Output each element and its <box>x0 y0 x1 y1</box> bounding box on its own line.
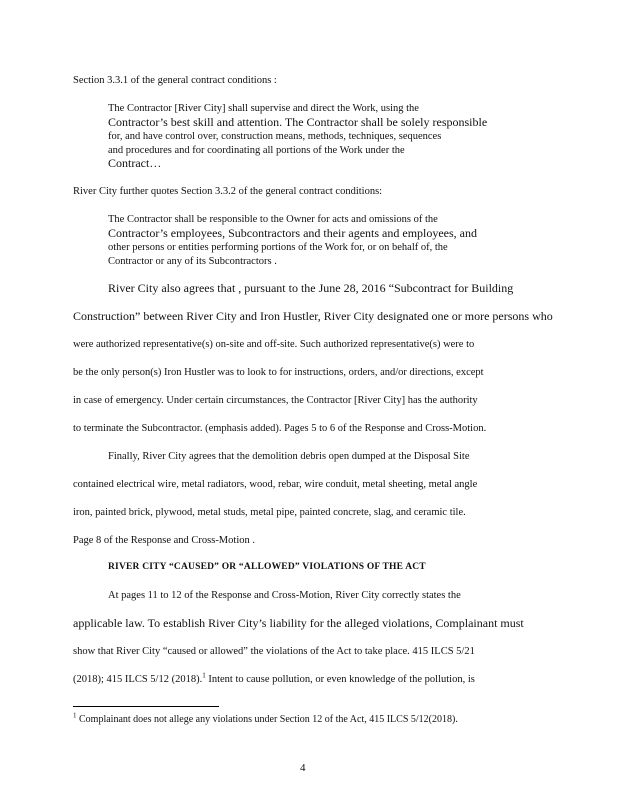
footnote-divider <box>73 706 219 707</box>
body-line: contained electrical wire, metal radiators, wood, rebar, wire conduit, metal sheeting, metal angle <box>73 479 478 490</box>
body-line: were authorized representative(s) on-site and off-site. Such authorized representative(s) were to <box>73 339 475 350</box>
body-line: At pages 11 to 12 of the Response and Cross-Motion, River City correctly states the <box>108 590 461 601</box>
body-line: Page 8 of the Response and Cross-Motion . <box>73 535 255 546</box>
body-line: be the only person(s) Iron Hustler was to look to for instructions, orders, and/or directions, except <box>73 367 484 378</box>
quote-line: and procedures and for coordinating all portions of the Work under the <box>108 145 405 156</box>
body-line: Finally, River City agrees that the demolition debris open dumped at the Disposal Site <box>108 451 470 462</box>
quote-line: Contract… <box>108 156 162 170</box>
quote-line: Contractor’s best skill and attention. The Contractor shall be solely responsible <box>108 115 488 129</box>
section-intro: Section 3.3.1 of the general contract conditions : <box>73 75 277 86</box>
quote-line: other persons or entities performing portions of the Work for, or on behalf of, the <box>108 242 448 253</box>
footnote-ref[interactable]: 1 <box>202 671 206 680</box>
body-line: River City also agrees that , pursuant to the June 28, 2016 “Subcontract for Building <box>108 281 514 295</box>
body-line: show that River City “caused or allowed” the violations of the Act to take place. 415 ILCS 5/21 <box>73 646 475 657</box>
body-line: in case of emergency. Under certain circumstances, the Contractor [River City] has the authority <box>73 395 478 406</box>
citation-continuation: Intent to cause pollution, or even knowledge of the pollution, is <box>208 674 475 685</box>
body-line: to terminate the Subcontractor. (emphasis added). Pages 5 to 6 of the Response and Cross-Motion. <box>73 423 487 434</box>
footnote-marker: 1 <box>73 711 77 720</box>
body-line: Construction” between River City and Iron Hustler, River City designated one or more persons who <box>73 309 553 323</box>
quote-line: for, and have control over, construction means, methods, techniques, sequences <box>108 131 442 142</box>
body-line <box>73 673 475 686</box>
page-number: 4 <box>300 762 306 774</box>
second-intro: River City further quotes Section 3.3.2 of the general contract conditions: <box>73 186 383 197</box>
footnote <box>73 713 458 726</box>
quote-line: Contractor or any of its Subcontractors . <box>108 256 277 267</box>
footnote-text: Complainant does not allege any violations under Section 12 of the Act, 415 ILCS 5/12(2018). <box>79 714 458 725</box>
quote-line: The Contractor [River City] shall supervise and direct the Work, using the <box>108 103 419 114</box>
section-heading: RIVER CITY “CAUSED” OR “ALLOWED” VIOLATIONS OF THE ACT <box>108 562 426 572</box>
body-line: applicable law. To establish River City’s liability for the alleged violations, Complainant must <box>73 616 524 630</box>
quote-line: The Contractor shall be responsible to the Owner for acts and omissions of the <box>108 214 438 225</box>
citation-text: (2018); 415 ILCS 5/12 (2018). <box>73 674 203 685</box>
quote-line: Contractor’s employees, Subcontractors and their agents and employees, and <box>108 226 478 240</box>
body-line: iron, painted brick, plywood, metal studs, metal pipe, painted concrete, slag, and ceramic tile. <box>73 507 466 518</box>
